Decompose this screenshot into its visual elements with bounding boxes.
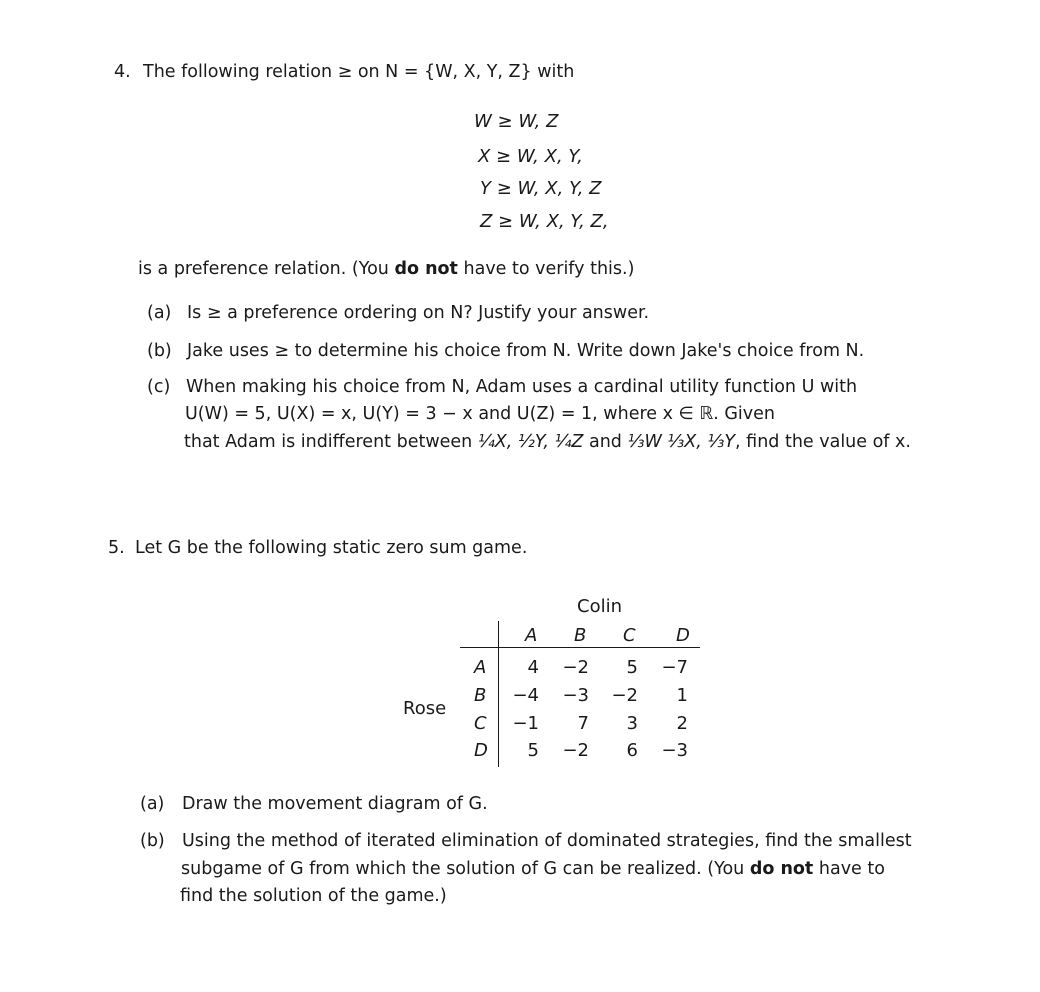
relation-w: W ≥ W, Z: [474, 111, 559, 132]
q4-note: is a preference relation. (You do not have to verify this.): [138, 259, 635, 279]
relation-z: Z ≥ W, X, Y, Z,: [480, 211, 609, 232]
q4-part-a-label: (a): [147, 303, 172, 323]
payoff-cell: 6: [626, 740, 638, 761]
q4-part-c-line2: U(W) = 5, U(X) = x, U(Y) = 3 − x and U(Z) = 1, where x ∈ ℝ. Given: [185, 404, 775, 424]
q5-number: 5.: [108, 538, 125, 558]
q4-intro: The following relation ≥ on N = {W, X, Y, Z} with: [143, 62, 575, 82]
row-header-a: A: [474, 657, 487, 678]
row-player-label: Rose: [403, 698, 447, 719]
q4-number: 4.: [114, 62, 131, 82]
row-header-c: C: [474, 713, 487, 734]
payoff-cell: −2: [562, 657, 589, 678]
relation-x: X ≥ W, X, Y,: [478, 146, 583, 167]
q4-part-b: Jake uses ≥ to determine his choice from N. Write down Jake's choice from N.: [187, 341, 865, 361]
col-header-d: D: [676, 625, 690, 646]
q5-part-b-line2: subgame of G from which the solution of G can be realized. (You do not have to: [181, 859, 885, 879]
q4-part-c-label: (c): [147, 377, 171, 397]
table-header-rule: [460, 647, 700, 648]
payoff-cell: 5: [527, 740, 539, 761]
payoff-cell: −1: [512, 713, 539, 734]
column-player-label: Colin: [577, 596, 622, 617]
payoff-cell: −4: [512, 685, 539, 706]
lottery-2: ⅓W ⅓X, ⅓Y: [627, 432, 736, 452]
payoff-cell: −2: [611, 685, 638, 706]
q5-part-b-line3: find the solution of the game.): [180, 886, 447, 906]
q5-part-b-label: (b): [140, 831, 165, 851]
row-header-d: D: [474, 740, 488, 761]
payoff-cell: −3: [562, 685, 589, 706]
q4-part-b-label: (b): [147, 341, 172, 361]
payoff-cell: 5: [626, 657, 638, 678]
payoff-cell: 4: [527, 657, 539, 678]
payoff-cell: −2: [562, 740, 589, 761]
col-header-a: A: [525, 625, 538, 646]
relation-y: Y ≥ W, X, Y, Z: [480, 178, 602, 199]
q4-part-c-line1: When making his choice from N, Adam uses a cardinal utility function U with: [186, 377, 858, 397]
payoff-cell: 3: [626, 713, 638, 734]
q5-part-a: Draw the movement diagram of G.: [182, 794, 488, 814]
q5-part-b-line1: Using the method of iterated elimination of dominated strategies, find the smallest: [182, 831, 912, 851]
payoff-cell: 7: [577, 713, 589, 734]
row-header-b: B: [474, 685, 487, 706]
payoff-cell: −3: [661, 740, 688, 761]
payoff-cell: 2: [676, 713, 688, 734]
payoff-cell: −7: [661, 657, 688, 678]
lottery-1: ¼X, ½Y, ¼Z: [477, 432, 584, 452]
q4-part-a: Is ≥ a preference ordering on N? Justify your answer.: [187, 303, 650, 323]
col-header-b: B: [574, 625, 587, 646]
payoff-cell: 1: [676, 685, 688, 706]
q5-intro: Let G be the following static zero sum game.: [135, 538, 528, 558]
q5-part-a-label: (a): [140, 794, 165, 814]
q4-part-c-line3: that Adam is indifferent between ¼X, ½Y, ¼Z and ⅓W ⅓X, ⅓Y, find the value of x.: [184, 432, 911, 452]
col-header-c: C: [623, 625, 636, 646]
